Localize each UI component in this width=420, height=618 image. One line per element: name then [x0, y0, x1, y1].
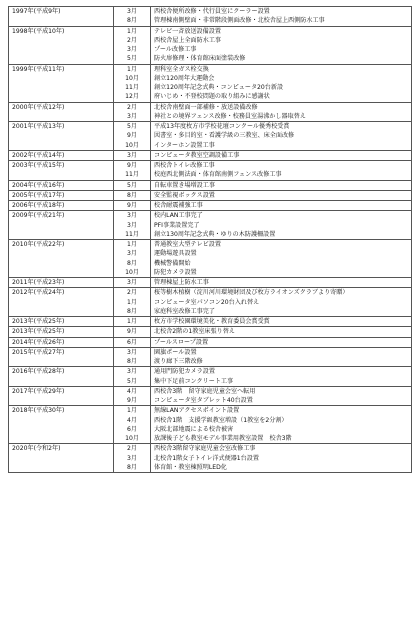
year-row: [9, 288, 412, 317]
entry-month: 8月: [127, 358, 137, 365]
entry-month: 1月: [127, 27, 137, 35]
entry-month: 3月: [127, 348, 137, 356]
entry-text: 創立120周年記念式典・コンピュータ20台新設: [154, 84, 284, 91]
entry-text: 北校舎2階の1教室床張り替え: [154, 328, 235, 336]
year-cell: 2005年(平成17年): [9, 190, 114, 200]
year-row: [9, 122, 412, 151]
entry-month: 2月: [127, 289, 137, 297]
entry-month: 1月: [127, 298, 137, 306]
year-row: [9, 367, 412, 387]
year-row: [9, 240, 412, 278]
year-cell: 2018年(平成30年): [9, 406, 114, 444]
entry-month: 3月: [127, 221, 137, 229]
entry-text: 体育館・教室棟照明LED化: [154, 463, 227, 471]
year-cell: 2010年(平成22年): [9, 240, 114, 278]
entry-text: 図書室・多目的室・看護学級の三教室、床全面改修: [154, 132, 295, 140]
year-row: [9, 211, 412, 240]
month-cell: [114, 288, 151, 317]
entry-text: 渡り廊下三階改修: [154, 358, 203, 365]
year-cell: 2013年(平成25年): [9, 327, 114, 337]
entry-text: 西校舎屋上全面防水工事: [154, 36, 222, 44]
year-cell: 1998年(平成10年): [9, 26, 114, 64]
month-cell: [114, 7, 151, 27]
month-cell: [114, 367, 151, 387]
entry-month: 9月: [127, 162, 137, 169]
event-cell: [151, 64, 412, 102]
entry-text: コンピュータ教室空調設備工事: [154, 151, 240, 159]
entry-month: 3月: [127, 368, 137, 376]
entry-text: プールスロープ設置: [154, 338, 209, 346]
entry-text: 平成13年度枚方市学校花壇コンクール優秀校受賞: [154, 123, 290, 130]
entry-text: 理科室全ガス栓交換: [154, 65, 209, 73]
event-cell: [151, 347, 412, 367]
year-row: [9, 327, 412, 337]
entry-text: 創立120周年大運動会: [154, 74, 215, 82]
entry-text: 西校舎便所改修・代行員室にクーラー設置: [154, 8, 270, 15]
year-cell: 2006年(平成18年): [9, 201, 114, 211]
event-cell: [151, 337, 412, 347]
month-cell: [114, 161, 151, 181]
entry-text: 西校舎1階 支援学級教室増設（1教室を2分割）: [154, 416, 288, 424]
entry-month: 11月: [125, 171, 139, 179]
entry-text: 普通教室大型テレビ設置: [154, 241, 221, 248]
entry-month: 6月: [127, 338, 137, 346]
entry-text: 管理棟南側壁面・非常階段側面改修・北校舎屋上西側防水工事: [154, 17, 325, 25]
entry-month: 9月: [127, 397, 137, 404]
entry-month: 9月: [127, 132, 137, 140]
month-cell: [114, 347, 151, 367]
year-cell: 2014年(平成26年): [9, 337, 114, 347]
entry-text: 通用門防犯カメラ設置: [154, 368, 215, 376]
entry-text: 自転車置き場増設工事: [154, 181, 215, 189]
year-cell: 2002年(平成14年): [9, 150, 114, 160]
entry-text: 管理棟屋上防水工事: [154, 279, 209, 286]
event-cell: [151, 327, 412, 337]
entry-text: 北校舎1階女子トイレ洋式便器1台設置: [154, 454, 259, 462]
entry-text: コンピュータ室パソコン20台入れ替え: [154, 298, 260, 306]
year-cell: 2016年(平成28年): [9, 367, 114, 387]
history-table: [8, 6, 412, 473]
entry-month: 3月: [127, 454, 137, 462]
entry-text: 機械警備開始: [154, 259, 191, 267]
year-row: [9, 337, 412, 347]
entry-month: 9月: [127, 328, 137, 336]
year-row: [9, 180, 412, 190]
entry-text: インターホン設置工事: [154, 141, 215, 149]
history-body: [9, 7, 412, 473]
entry-text: 防犯カメラ設置: [154, 268, 197, 276]
entry-text: 北校舎南壁面一部補修・放送設備改修: [154, 103, 258, 111]
month-cell: [114, 190, 151, 200]
year-cell: 2011年(平成23年): [9, 278, 114, 288]
month-cell: [114, 150, 151, 160]
month-cell: [114, 102, 151, 122]
entry-month: 3月: [127, 151, 137, 159]
year-row: [9, 347, 412, 367]
entry-month: 5月: [127, 55, 137, 63]
year-cell: 2017年(平成29年): [9, 386, 114, 406]
year-row: [9, 150, 412, 160]
entry-month: 1月: [127, 65, 137, 73]
entry-month: 10月: [125, 141, 139, 149]
entry-month: 12月: [125, 93, 139, 101]
entry-text: 放課後子ども教室モデル事業用教室設置 校舎3階: [154, 435, 292, 442]
entry-month: 8月: [127, 17, 137, 25]
entry-month: 5月: [127, 123, 137, 130]
entry-month: 1月: [127, 318, 137, 325]
entry-text: 校庭西北側法面・体育館南側フェンス改修工事: [154, 171, 282, 179]
entry-month: 9月: [127, 202, 137, 209]
month-cell: [114, 337, 151, 347]
entry-text: 園旗ポール設置: [154, 348, 197, 356]
entry-month: 3月: [127, 112, 137, 120]
entry-text: 桜等樹木植樹（淀川河川環境財団及び枚方ライオンズクラブより寄贈）: [154, 289, 349, 297]
entry-text: 家庭科室改修工事完了: [154, 307, 215, 315]
month-cell: [114, 180, 151, 190]
year-row: [9, 317, 412, 327]
year-row: [9, 278, 412, 288]
year-cell: 2012年(平成24年): [9, 288, 114, 317]
entry-month: 3月: [127, 46, 137, 53]
entry-text: 創立130周年記念式典・ゆりの木防護柵設置: [154, 230, 276, 238]
month-cell: [114, 122, 151, 151]
year-cell: 2015年(平成27年): [9, 347, 114, 367]
year-cell: 2020年(令和2年): [9, 444, 114, 473]
entry-text: 神社との境界フェンス改修・校務員室湯沸かし器取替え: [154, 112, 306, 120]
month-cell: [114, 201, 151, 211]
year-cell: 2013年(平成25年): [9, 317, 114, 327]
entry-month: 5月: [127, 181, 137, 189]
event-cell: [151, 278, 412, 288]
year-row: [9, 201, 412, 211]
month-cell: [114, 444, 151, 473]
entry-text: 校舎耐震補強工事: [154, 202, 203, 209]
year-cell: 2003年(平成15年): [9, 161, 114, 181]
entry-text: 西校舎3階 留守家庭児童会室へ転用: [154, 387, 256, 395]
entry-month: 3月: [127, 212, 137, 220]
year-cell: 2009年(平成21年): [9, 211, 114, 240]
entry-month: 2月: [127, 445, 137, 453]
month-cell: [114, 211, 151, 240]
entry-text: 府いじめ・不登校問題の取り組みに感謝状: [154, 93, 270, 101]
month-cell: [114, 26, 151, 64]
month-cell: [114, 64, 151, 102]
entry-month: 10月: [125, 268, 139, 276]
entry-text: 防火扉修理・体育館床面塗装改修: [154, 55, 246, 63]
year-row: [9, 386, 412, 406]
event-cell: [151, 180, 412, 190]
entry-text: 大阪北部地震による校舎被害: [154, 425, 234, 433]
entry-text: コンピュータ室タブレット40台設置: [154, 397, 253, 404]
entry-month: 5月: [127, 377, 137, 385]
year-row: [9, 406, 412, 444]
event-cell: [151, 26, 412, 64]
year-row: [9, 102, 412, 122]
entry-month: 1月: [127, 407, 137, 415]
entry-month: 3月: [127, 8, 137, 15]
entry-month: 8月: [127, 307, 137, 315]
month-cell: [114, 278, 151, 288]
entry-text: 西校舎3階留守家庭児童会室改修工事: [154, 445, 256, 453]
year-row: [9, 190, 412, 200]
entry-text: 安全監視ボックス設置: [154, 191, 215, 199]
year-cell: 2001年(平成13年): [9, 122, 114, 151]
entry-text: PFI事業設置完了: [154, 221, 200, 229]
entry-month: 8月: [127, 259, 137, 267]
year-row: [9, 64, 412, 102]
event-cell: [151, 444, 412, 473]
event-cell: [151, 211, 412, 240]
year-cell: 2000年(平成12年): [9, 102, 114, 122]
event-cell: [151, 7, 412, 27]
event-cell: [151, 190, 412, 200]
entry-text: 運動場遊具設置: [154, 250, 197, 258]
year-cell: 2004年(平成16年): [9, 180, 114, 190]
entry-month: 11月: [125, 230, 139, 238]
year-cell: 1997年(平成9年): [9, 7, 114, 27]
event-cell: [151, 102, 412, 122]
event-cell: [151, 161, 412, 181]
year-row: [9, 161, 412, 181]
entry-text: 枚方市学校園環境美化・教育委員会賞受賞: [154, 318, 270, 325]
entry-month: 3月: [127, 279, 137, 286]
year-row: [9, 444, 412, 473]
entry-month: 3月: [127, 250, 137, 258]
entry-month: 11月: [125, 84, 139, 91]
event-cell: [151, 367, 412, 387]
entry-text: 校内LAN工事完了: [154, 212, 203, 220]
month-cell: [114, 406, 151, 444]
entry-month: 2月: [127, 36, 137, 44]
entry-month: 8月: [127, 463, 137, 471]
entry-month: 4月: [127, 416, 137, 424]
entry-month: 1月: [127, 241, 137, 248]
entry-text: プール改修工事: [154, 46, 197, 53]
entry-text: 西校舎トイレ改修工事: [154, 162, 215, 169]
entry-text: 集中下足前コンクリート工事: [154, 377, 234, 385]
entry-month: 4月: [127, 387, 137, 395]
entry-text: 無線LANアクセスポイント設置: [154, 407, 240, 415]
entry-month: 2月: [127, 103, 137, 111]
year-row: [9, 7, 412, 27]
entry-month: 6月: [127, 425, 137, 433]
year-row: [9, 26, 412, 64]
event-cell: [151, 240, 412, 278]
event-cell: [151, 122, 412, 151]
event-cell: [151, 201, 412, 211]
month-cell: [114, 327, 151, 337]
month-cell: [114, 386, 151, 406]
entry-text: テレビ一斉放送設備設置: [154, 27, 221, 35]
month-cell: [114, 240, 151, 278]
event-cell: [151, 386, 412, 406]
year-cell: 1999年(平成11年): [9, 64, 114, 102]
entry-month: 10月: [125, 74, 139, 82]
event-cell: [151, 317, 412, 327]
month-cell: [114, 317, 151, 327]
event-cell: [151, 406, 412, 444]
entry-month: 8月: [127, 191, 137, 199]
event-cell: [151, 288, 412, 317]
entry-month: 10月: [125, 435, 139, 442]
event-cell: [151, 150, 412, 160]
